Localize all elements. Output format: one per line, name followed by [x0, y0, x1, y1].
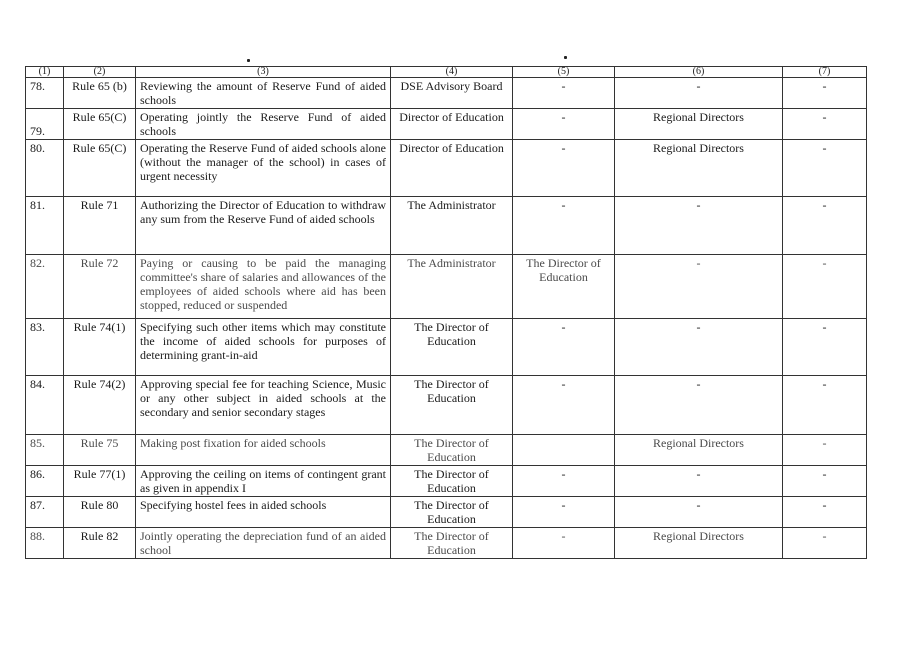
col-5-value: The Director of Education	[513, 255, 615, 319]
authority: The Director of Education	[391, 376, 513, 435]
authority: The Director of Education	[391, 528, 513, 559]
header-col-3: (3)	[136, 67, 391, 78]
rule-ref: Rule 74(2)	[64, 376, 136, 435]
col-7-value: -	[783, 435, 867, 466]
header-col-1: (1)	[26, 67, 64, 78]
serial-number: 86.	[26, 466, 64, 497]
col-7-value: -	[783, 466, 867, 497]
authority: The Administrator	[391, 197, 513, 255]
power-description: Reviewing the amount of Reserve Fund of aided schools	[136, 78, 391, 109]
authority: The Director of Education	[391, 435, 513, 466]
rule-ref: Rule 65(C)	[64, 109, 136, 140]
col-5-value: -	[513, 109, 615, 140]
header-row	[26, 67, 867, 78]
serial-number: 80.	[26, 140, 64, 197]
col-5-value: -	[513, 197, 615, 255]
table-row	[26, 255, 867, 319]
table-row	[26, 109, 867, 140]
power-description: Operating the Reserve Fund of aided schools alone (without the manager of the school) in cases of urgent necessity	[136, 140, 391, 197]
col-5-value: -	[513, 497, 615, 528]
rule-ref: Rule 65(C)	[64, 140, 136, 197]
delegation-table	[25, 66, 867, 559]
col-6-value: Regional Directors	[615, 435, 783, 466]
power-description: Authorizing the Director of Education to withdraw any sum from the Reserve Fund of aided schools	[136, 197, 391, 255]
col-6-value: -	[615, 78, 783, 109]
col-5-value: -	[513, 466, 615, 497]
rule-ref: Rule 82	[64, 528, 136, 559]
power-description: Operating jointly the Reserve Fund of aided schools	[136, 109, 391, 140]
header-col-2: (2)	[64, 67, 136, 78]
col-7-value: -	[783, 109, 867, 140]
table-header	[26, 67, 867, 78]
authority: The Director of Education	[391, 466, 513, 497]
serial-number: 85.	[26, 435, 64, 466]
serial-number: 81.	[26, 197, 64, 255]
col-5-value: -	[513, 319, 615, 376]
authority: DSE Advisory Board	[391, 78, 513, 109]
rule-ref: Rule 74(1)	[64, 319, 136, 376]
table-row	[26, 435, 867, 466]
serial-number: 82.	[26, 255, 64, 319]
authority: The Director of Education	[391, 319, 513, 376]
col-7-value: -	[783, 528, 867, 559]
col-7-value: -	[783, 78, 867, 109]
authority: The Administrator	[391, 255, 513, 319]
authority: Director of Education	[391, 109, 513, 140]
power-description: Making post fixation for aided schools	[136, 435, 391, 466]
table-row	[26, 197, 867, 255]
serial-number: 83.	[26, 319, 64, 376]
serial-number: 88.	[26, 528, 64, 559]
table-row	[26, 466, 867, 497]
table-body	[26, 78, 867, 559]
power-description: Approving special fee for teaching Science, Music or any other subject in aided schools at the secondary and senior secondary stages	[136, 376, 391, 435]
serial-number: 87.	[26, 497, 64, 528]
authority: Director of Education	[391, 140, 513, 197]
power-description: Specifying such other items which may constitute the income of aided schools for purposes of determining grant-in-aid	[136, 319, 391, 376]
col-6-value: -	[615, 197, 783, 255]
col-5-value: -	[513, 528, 615, 559]
rule-ref: Rule 72	[64, 255, 136, 319]
col-6-value: Regional Directors	[615, 528, 783, 559]
scan-speck	[247, 59, 250, 62]
col-7-value: -	[783, 376, 867, 435]
col-7-value: -	[783, 255, 867, 319]
col-6-value: -	[615, 319, 783, 376]
table-row	[26, 140, 867, 197]
header-col-6: (6)	[615, 67, 783, 78]
rule-ref: Rule 71	[64, 197, 136, 255]
col-5-value: -	[513, 140, 615, 197]
col-7-value: -	[783, 197, 867, 255]
authority: The Director of Education	[391, 497, 513, 528]
rule-ref: Rule 77(1)	[64, 466, 136, 497]
rule-ref: Rule 80	[64, 497, 136, 528]
table-row	[26, 528, 867, 559]
rule-ref: Rule 75	[64, 435, 136, 466]
table-row	[26, 376, 867, 435]
col-7-value: -	[783, 140, 867, 197]
serial-number: 84.	[26, 376, 64, 435]
power-description: Paying or causing to be paid the managing committee's share of salaries and allowances of the employees of aided schools where aid has been stopped, reduced or suspended	[136, 255, 391, 319]
power-description: Approving the ceiling on items of contingent grant as given in appendix I	[136, 466, 391, 497]
col-7-value: -	[783, 497, 867, 528]
col-6-value: -	[615, 466, 783, 497]
table-row	[26, 78, 867, 109]
rule-ref: Rule 65 (b)	[64, 78, 136, 109]
scan-speck	[564, 56, 567, 59]
power-description: Specifying hostel fees in aided schools	[136, 497, 391, 528]
header-col-7: (7)	[783, 67, 867, 78]
serial-number: 78.	[26, 78, 64, 109]
header-col-4: (4)	[391, 67, 513, 78]
col-6-value: Regional Directors	[615, 140, 783, 197]
col-5-value: -	[513, 376, 615, 435]
table-row	[26, 497, 867, 528]
col-6-value: -	[615, 376, 783, 435]
col-6-value: -	[615, 255, 783, 319]
col-7-value: -	[783, 319, 867, 376]
serial-number: 79.	[26, 109, 64, 140]
table-row	[26, 319, 867, 376]
col-5-value: -	[513, 78, 615, 109]
col-6-value: -	[615, 497, 783, 528]
col-6-value: Regional Directors	[615, 109, 783, 140]
power-description: Jointly operating the depreciation fund of an aided school	[136, 528, 391, 559]
header-col-5: (5)	[513, 67, 615, 78]
col-5-value	[513, 435, 615, 466]
